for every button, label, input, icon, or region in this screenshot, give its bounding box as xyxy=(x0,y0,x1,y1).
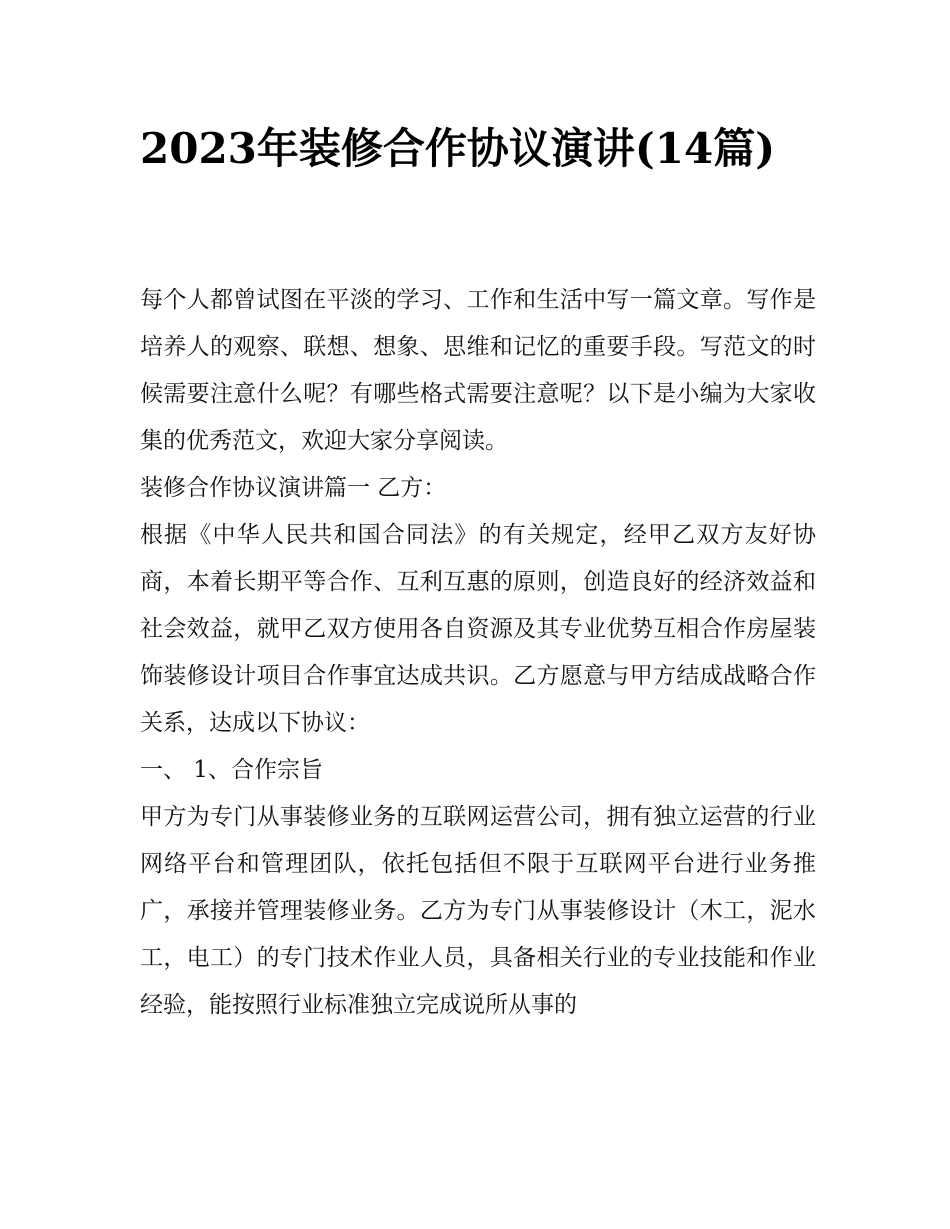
document-title: 2023年装修合作协议演讲(14篇) xyxy=(140,124,776,173)
document-body xyxy=(140,277,816,1029)
clause-heading: 一、 1、合作宗旨 xyxy=(140,757,323,783)
section-heading: 装修合作协议演讲篇一 乙方： xyxy=(140,475,447,501)
clause-paragraph: 甲方为专门从事装修业务的互联网运营公司，拥有独立运营的行业网络平台和管理团队，依托包括但不限于互联网平台进行业务推广，承接并管理装修业务。乙方为专门从事装修设计（木工，泥水工，电工）的专门技术作业人员，具备相关行业的专业技能和作业经验，能按照行业标准独立完成说所从事的 xyxy=(140,804,816,1018)
agreement-paragraph: 根据《中华人民共和国合同法》的有关规定，经甲乙双方友好协商，本着长期平等合作、互利互惠的原则，创造良好的经济效益和社会效益，就甲乙双方使用各自资源及其专业优势互相合作房屋装饰装修设计项目合作事宜达成共识。乙方愿意与甲方结成战略合作关系，达成以下协议： xyxy=(140,522,816,736)
intro-paragraph: 每个人都曾试图在平淡的学习、工作和生活中写一篇文章。写作是培养人的观察、联想、想象、思维和记忆的重要手段。写范文的时候需要注意什么呢？有哪些格式需要注意呢？以下是小编为大家收集的优秀范文，欢迎大家分享阅读。 xyxy=(140,287,816,454)
